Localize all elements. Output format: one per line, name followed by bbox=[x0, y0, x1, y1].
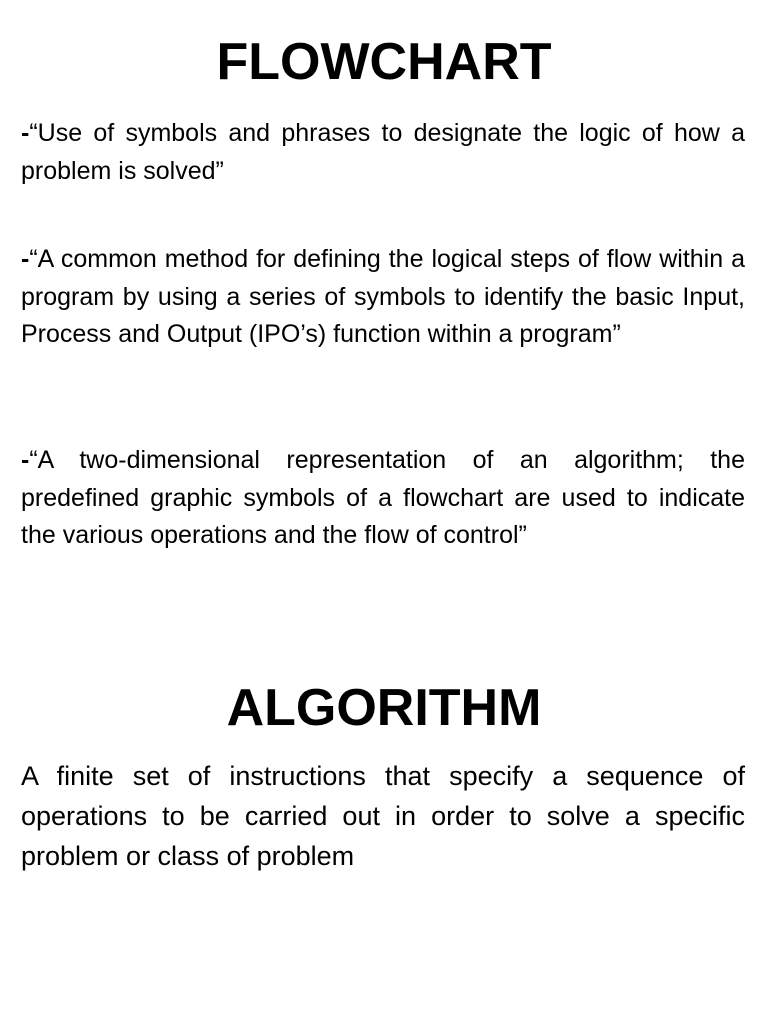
flowchart-definition-1 bbox=[21, 115, 745, 190]
definition-dash: - bbox=[21, 245, 30, 273]
flowchart-definition-3 bbox=[21, 442, 745, 555]
definition-text: “A two-dimensional representation of an algorithm; the predefined graphic symbols of a flowchart are used to indicate the various operations and the flow of control” bbox=[21, 446, 745, 549]
flowchart-definition-2 bbox=[21, 241, 745, 354]
definition-text: “Use of symbols and phrases to designate the logic of how a problem is solved” bbox=[21, 119, 745, 185]
definition-dash: - bbox=[21, 446, 30, 474]
definition-dash: - bbox=[21, 119, 30, 147]
flowchart-title: FLOWCHART bbox=[216, 33, 552, 91]
algorithm-title: ALGORITHM bbox=[226, 679, 542, 737]
definition-text: “A common method for defining the logical steps of flow within a program by using a series of symbols to identify the basic Input, Process and Output (IPO’s) function within a program” bbox=[21, 245, 745, 348]
algorithm-slide bbox=[0, 650, 768, 1024]
algorithm-definition: A finite set of instructions that specify a sequence of operations to be carried out in order to solve a specific problem or class of problem bbox=[21, 761, 745, 871]
